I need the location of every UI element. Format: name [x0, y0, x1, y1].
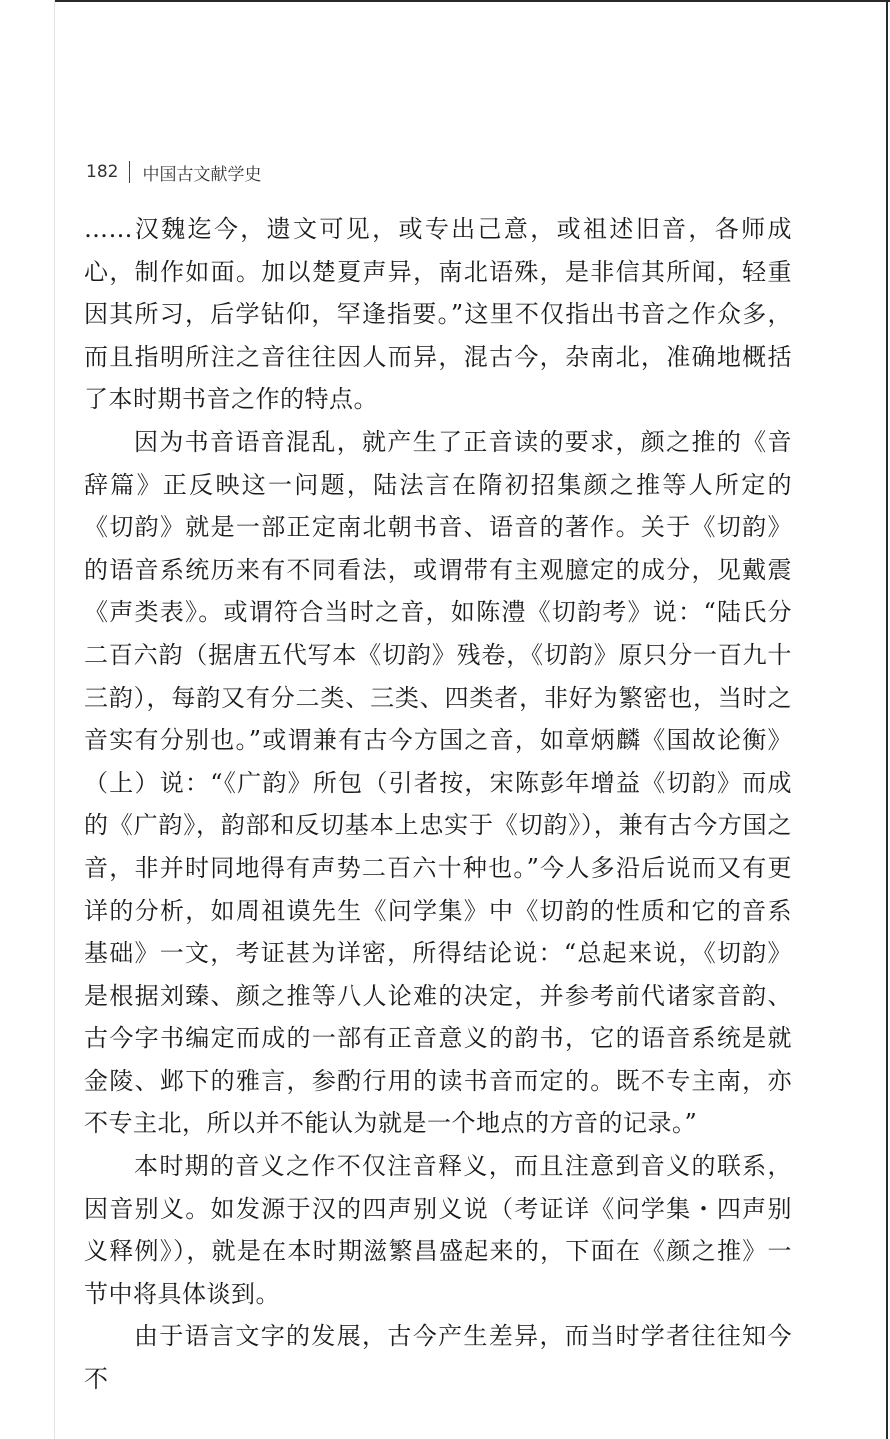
- body-text: [84, 208, 792, 1401]
- page-number: 182: [86, 162, 119, 182]
- paragraph: 因为书音语音混乱，就产生了正音读的要求，颜之推的《音辞篇》正反映这一问题，陆法言在隋初招集颜之推等人所定的《切韵》就是一部正定南北朝书音、语音的著作。关于《切韵》的语音系统历来有不同看法，或谓带有主观臆定的成分，见戴震《声类表》。或谓符合当时之音，如陈澧《切韵考》说：“陆氏分二百六韵（据唐五代写本《切韵》残卷，《切韵》原只分一百九十三韵），每韵又有分二类、三类、四类者，非好为繁密也，当时之音实有分别也。”或谓兼有古今方国之音，如章炳麟《国故论衡》（上）说：“《广韵》所包（引者按，宋陈彭年增益《切韵》而成的《广韵》，韵部和反切基本上忠实于《切韵》），兼有古今方国之音，非并时同地得有声势二百六十种也。”今人多沿后说而又有更详的分析，如周祖谟先生《问学集》中《切韵的性质和它的音系基础》一文，考证甚为详密，所得结论说：“总起来说，《切韵》是根据刘臻、颜之推等八人论难的决定，并参考前代诸家音韵、古今字书编定而成的一部有正音意义的韵书，它的语音系统是就金陵、邺下的雅言，参酌行用的读书音而定的。既不专主南，亦不专主北，所以并不能认为就是一个地点的方音的记录。”: [84, 427, 792, 1138]
- paragraph: 由于语言文字的发展，古今产生差异，而当时学者往往知今不: [84, 1322, 792, 1394]
- book-title: 中国古文献学史: [142, 164, 262, 185]
- paragraph: 本时期的音义之作不仅注音释义，而且注意到音义的联系，因音别义。如发源于汉的四声别义说（考证详《问学集・四声别义释例》），就是在本时期滋繁昌盛起来的，下面在《颜之推》一节中将具体谈到。: [84, 1152, 792, 1308]
- header-separator: [129, 161, 130, 183]
- page-top-edge: [54, 0, 890, 2]
- paragraph-continued: ……汉魏迄今，遗文可见，或专出己意，或祖述旧音，各师成心，制作如面。加以楚夏声异，南北语殊，是非信其所闻，轻重因其所习，后学钻仰，罕逢指要。”这里不仅指出书音之作众多，而且指明所注之音往往因人而异，混古今，杂南北，准确地概括了本时期书音之作的特点。: [84, 215, 792, 414]
- page-right-edge: [886, 0, 888, 1439]
- running-header: [86, 157, 261, 187]
- page-left-edge: [54, 0, 55, 1439]
